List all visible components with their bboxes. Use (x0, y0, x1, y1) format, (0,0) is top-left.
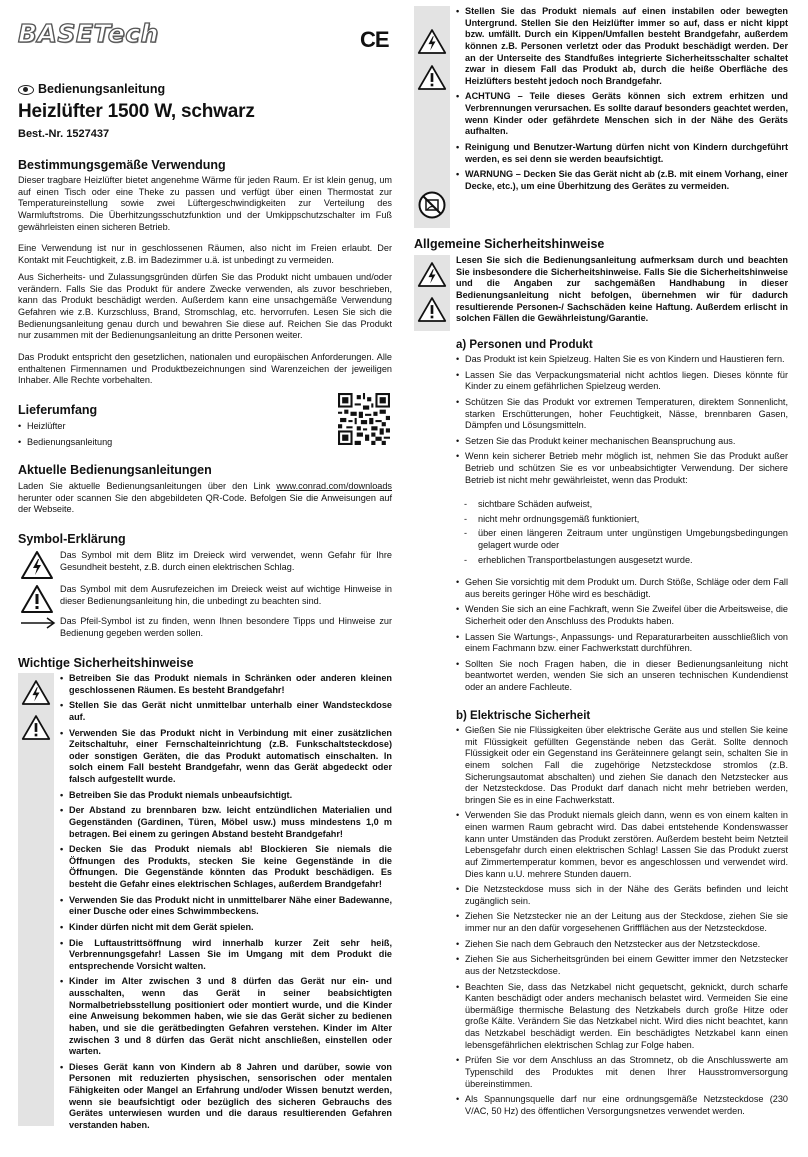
list-item: • Prüfen Sie vor dem Anschluss an das Stromnetz, ob die Anschlusswerte am Typenschild des Produktes mit denen Ihrer Hausstromversorgung übereinstimmen. (456, 1055, 788, 1090)
list-item: • WARNUNG – Decken Sie das Gerät nicht ab (z.B. mit einem Vorhang, einer Decke, etc.), um eine Überhitzung des Gerätes zu vermeiden. (456, 169, 788, 192)
page-title: Heizlüfter 1500 W, schwarz (18, 101, 255, 122)
list-item: • Setzen Sie das Produkt keiner mechanischen Beanspruchung aus. (456, 436, 788, 448)
lightning-warning-icon (21, 679, 51, 706)
intended-use-p1: Dieser tragbare Heizlüfter bietet angenehme Wärme für jeden Raum. Er ist klein genug, um auf einen Tisch oder eine Theke zu passen und verfügt über einen Thermostat zur Temperatureinstellung sowie zwei Lüftergeschwindigkeiten zur Verteilung des Warmluftstroms. Die Überhitzungsschutzfunktion und der Umkippschutzschalter im Fuß gewährleisten einen sicheren Betrieb. (18, 175, 392, 232)
list-item: • Schützen Sie das Produkt vor extremen Temperaturen, direktem Sonnenlicht, starken Erschütterungen, hoher Feuchtigkeit, Nässe, brennbaren Gasen, Dämpfen und Lösungsmitteln. (456, 397, 788, 432)
list-item: • Die Luftaustrittsöffnung wird innerhalb kurzer Zeit sehr heiß, Verbrennungsgefahr! Lassen Sie im Umgang mit dem Produkt die entsprechende Vorsicht walten. (60, 938, 392, 973)
downloads-link[interactable]: www.conrad.com/downloads (276, 481, 392, 491)
general-safety-intro: Lesen Sie sich die Bedienungsanleitung aufmerksam durch und beachten Sie insbesondere die Sicherheitshinweise. Falls Sie die Sicherheitshinweise und die Angaben zur sachgemäßen Handhabung in dieser Bedienungsanleitung nicht befolgen, übernehmen wir für dadurch resultierende Personen-/ Sachschäden keine Haftung. Außerdem erlischt in solchen Fällen die Gewährleistung/Garantie. (456, 255, 788, 324)
scope-list (18, 421, 318, 452)
ce-mark: CE (360, 27, 389, 52)
list-item: • Sollten Sie noch Fragen haben, die in dieser Bedienungsanleitung nicht beantwortet werden, wenden Sie sich an unseren technischen Kundendienst oder an andere Fachleute. (456, 659, 788, 694)
list-item: • Das Produkt ist kein Spielzeug. Halten Sie es von Kindern und Haustieren fern. (456, 354, 788, 366)
electrical-safety-list (456, 725, 788, 1121)
heading-electrical-safety: b) Elektrische Sicherheit (456, 710, 591, 722)
list-item: • Wenn kein sicherer Betrieb mehr möglich ist, nehmen Sie das Produkt außer Betrieb und schützen Sie es vor unbeabsichtigter Verwendung. Der sichere Betrieb ist nicht mehr gewährleistet, wenn das Produkt: (456, 451, 788, 486)
important-safety-list-continued (456, 6, 788, 196)
heading-scope: Lieferumfang (18, 403, 98, 417)
list-item: • Der Abstand zu brennbaren bzw. leicht entzündlichen Materialien und Gegenständen (Gardinen, Türen, Möbel usw.) muss mindestens 1,0 m betragen. Bei einem zu geringen Abstand besteht Brandgefahr! (60, 805, 392, 840)
exclamation-warning-icon (417, 64, 447, 91)
doc-type-text: Bedienungsanleitung (38, 82, 166, 96)
list-item: • Als Spannungsquelle darf nur eine ordnungsgemäße Netzsteckdose (230 V/AC, 50 Hz) des öffentlichen Versorgungsnetzes verwendet werden. (456, 1094, 788, 1117)
list-item: • Ziehen Sie aus Sicherheitsgründen bei einem Gewitter immer den Netzstecker aus der Netzsteckdose. (456, 954, 788, 977)
symbol-text-exclamation: Das Symbol mit dem Ausrufezeichen im Dreieck weist auf wichtige Hinweise in dieser Bedienungsanleitung hin, die unbedingt zu beachten sind. (60, 584, 392, 606)
list-item: - über einen längeren Zeitraum unter ungünstigen Umgebungsbedingungen gelagert wurde oder (464, 528, 788, 551)
current-manuals-text-after: herunter oder scannen Sie den abgebildeten QR-Code. Befolgen Sie die Anweisungen auf der Webseite. (18, 492, 392, 515)
list-item: • Verwenden Sie das Produkt niemals gleich dann, wenn es von einem kalten in einen warmen Raum gebracht wird. Das dabei entstehende Kondenswasser kann unter Umständen das Produkt zerstören. Außerdem besteht beim Netzteil Lebensgefahr durch einen elektrischen Schlag! Lassen Sie das Produkt zuerst auf Zimmertemperatur kommen, bevor es angeschlossen und verwendet wird. Dies kann u.U. mehrere Stunden dauern. (456, 810, 788, 880)
list-item: • Die Netzsteckdose muss sich in der Nähe des Geräts befinden und leicht zugänglich sein. (456, 884, 788, 907)
current-manuals-text (18, 481, 392, 516)
list-item: • Verwenden Sie das Produkt nicht in Verbindung mit einer zusätzlichen Zeitschaltuhr, einer Fernschalteinrichtung (z.B. Funkschaltsteckdose) oder sonstigen Geräten, die das Produkt automatisch einschalten. In solch einem Fall besteht Brandgefahr, wenn das Gerät abgedeckt oder falsch aufgestellt wurde. (60, 728, 392, 786)
brand-logo: BASETech (18, 19, 159, 48)
list-item: • Betreiben Sie das Produkt niemals in Schränken oder anderen kleinen geschlossenen Räumen. Es besteht Brandgefahr! (60, 673, 392, 696)
list-item: - erheblichen Transportbelastungen ausgesetzt wurde. (464, 555, 788, 567)
do-not-cover-icon (418, 191, 446, 219)
list-item: • Gießen Sie nie Flüssigkeiten über elektrische Geräte aus und stellen Sie keine mit Flüssigkeit gefüllten Gegenstände neben das Gerät. Sollte dennoch Flüssigkeit oder ein Gegenstand ins Geräteinnere gelangt sein, schalten Sie in einem solchen Fall die zugehörige Netzsteckdose stromlos (z.B. Sicherungsautomat abschalten) und ziehen Sie danach den Netzstecker aus der Netzsteckdose. Das Produkt darf danach nicht mehr betrieben werden, bringen Sie es in eine Fachwerkstatt. (456, 725, 788, 806)
list-item: - nicht mehr ordnungsgemäß funktioniert, (464, 514, 788, 526)
arrow-tip-icon (20, 616, 56, 630)
list-item: • Stellen Sie das Gerät nicht unmittelbar unterhalb einer Wandsteckdose auf. (60, 700, 392, 723)
list-item: • Reinigung und Benutzer-Wartung dürfen nicht von Kindern durchgeführt werden, es sei denn sie werden beaufsichtigt. (456, 142, 788, 165)
list-item: • Heizlüfter (18, 421, 318, 433)
lightning-warning-icon (20, 550, 54, 580)
intended-use-p4: Das Produkt entspricht den gesetzlichen, nationalen und europäischen Anforderungen. Alle enthaltenen Firmennamen und Produktbezeichnungen sind Warenzeichen der jeweiligen Inhaber. Alle Rechte vorbehalten. (18, 352, 392, 386)
symbol-text-lightning: Das Symbol mit dem Blitz im Dreieck wird verwendet, wenn Gefahr für Ihre Gesundheit besteht, z.B. durch einen elektrischen Schlag. (60, 550, 392, 572)
intended-use-p3: Aus Sicherheits- und Zulassungsgründen dürfen Sie das Produkt nicht umbauen und/oder verändern. Falls Sie das Produkt für andere Zwecke verwenden, als zuvor beschrieben, kann das Produkt beschädigt werden. Außerdem kann eine unsachgemäße Verwendung Gefahren wie z.B. Kurzschluss, Brand, Stromschlag, etc. hervorrufen. Lesen Sie sich die Bedienungsanleitung genau durch und bewahren Sie diese auf. Reichen Sie das Produkt nur zusammen mit der Bedienungsanleitung an dritte Personen weiter. (18, 272, 392, 341)
list-item: • Bedienungsanleitung (18, 437, 318, 449)
unsafe-conditions-list (464, 499, 788, 569)
exclamation-warning-icon (20, 584, 54, 614)
list-item: • Beachten Sie, dass das Netzkabel nicht gequetscht, geknickt, durch scharfe Kanten beschädigt oder anders mechanisch belastet wird. Vermeiden Sie eine übermäßige thermische Belastung des Netzkabels durch große Hitze oder große Kälte. Verändern Sie das Netzkabel nicht. Wird dies nicht beachtet, kann das Netzkabel beschädigt werden. Ein beschädigtes Netzkabel kann einen lebensgefährlichen elektrischen Schlag zur Folge haben. (456, 982, 788, 1052)
exclamation-warning-icon (417, 296, 447, 323)
important-safety-list (60, 673, 392, 1136)
list-item: - sichtbare Schäden aufweist, (464, 499, 788, 511)
heading-current-manuals: Aktuelle Bedienungsanleitungen (18, 463, 212, 477)
heading-persons-product: a) Personen und Produkt (456, 339, 593, 351)
persons-product-list-2 (456, 577, 788, 698)
heading-important-safety: Wichtige Sicherheitshinweise (18, 656, 194, 670)
order-number: Best.-Nr. 1527437 (18, 128, 110, 140)
list-item: • Dieses Gerät kann von Kindern ab 8 Jahren und darüber, sowie von Personen mit reduzierten physischen, sensorischen oder mentalen Fähigkeiten oder Mangel an Erfahrung und/oder Wissen benutzt werden, wenn sie beaufsichtigt oder bezüglich des sicheren Gebrauchs des Gerätes unterwiesen wurden und die daraus resultierenden Gefahren verstanden haben. (60, 1062, 392, 1132)
lightning-warning-icon (417, 261, 447, 288)
eye-icon (18, 85, 34, 95)
list-item: • Lassen Sie Wartungs-, Anpassungs- und Reparaturarbeiten ausschließlich von einem Fachmann bzw. einer Fachwerkstatt durchführen. (456, 632, 788, 655)
list-item: • ACHTUNG – Teile dieses Geräts können sich extrem erhitzen und Verbrennungen verursachen. Es sollte darauf besonders geachtet werden, wenn Kinder oder gefährdete Menschen sich in der Nähe des Geräts aufhalten. (456, 91, 788, 138)
persons-product-list (456, 354, 788, 490)
intended-use-p2: Eine Verwendung ist nur in geschlossenen Räumen, also nicht im Freien erlaubt. Der Kontakt mit Feuchtigkeit, z.B. im Badezimmer u.ä. ist unbedingt zu vermeiden. (18, 243, 392, 265)
list-item: • Kinder dürfen nicht mit dem Gerät spielen. (60, 922, 392, 934)
list-item: • Kinder im Alter zwischen 3 und 8 dürfen das Gerät nur ein- und ausschalten, wenn das Gerät in seiner beabsichtigten Normalbetriebsstellung positioniert oder montiert wurde, und die Kinder eine Anweisung bekommen haben, wie sie das Gerät sicher zu bedienen haben, und sie die gerätbedingten Gefahren verstehen. Kinder im Alter zwischen 3 und 8 dürfen das Gerät nicht anschließen, einstellen oder warten. (60, 976, 392, 1057)
list-item: • Wenden Sie sich an eine Fachkraft, wenn Sie Zweifel über die Arbeitsweise, die Sicherheit oder den Anschluss des Produkts haben. (456, 604, 788, 627)
heading-intended-use: Bestimmungsgemäße Verwendung (18, 158, 226, 172)
current-manuals-text-before: Laden Sie aktuelle Bedienungsanleitungen über den Link (18, 481, 277, 491)
heading-symbols: Symbol-Erklärung (18, 532, 126, 546)
symbol-text-arrow: Das Pfeil-Symbol ist zu finden, wenn Ihnen besondere Tipps und Hinweise zur Bedienung gegeben werden sollen. (60, 616, 392, 638)
exclamation-warning-icon (21, 714, 51, 741)
lightning-warning-icon (417, 28, 447, 55)
list-item: • Decken Sie das Produkt niemals ab! Blockieren Sie niemals die Öffnungen des Produkts, stecken Sie keine Gegenstände in die Öffnungen. Die Gegenstände könnten das Produkt beschädigen. Es besteht die Gefahr eines elektrischen Schlages, außerdem Brandgefahr! (60, 844, 392, 891)
doc-type-label (18, 82, 165, 98)
list-item: • Lassen Sie das Verpackungsmaterial nicht achtlos liegen. Dieses könnte für Kinder zu einem gefährlichen Spielzeug werden. (456, 370, 788, 393)
heading-general-safety: Allgemeine Sicherheitshinweise (414, 237, 605, 251)
list-item: • Stellen Sie das Produkt niemals auf einen instabilen oder bewegten Untergrund. Stellen Sie den Heizlüfter immer so auf, dass er nicht kippt bzw. umfällt. Durch ein Kippen/Umfallen besteht Brandgefahr, außerdem können z.B. Personen verletzt oder das Produkt beschädigt werden. Der an der Unterseite des Standfußes integrierte Sicherheitsschalter schaltet zwar in diesem Fall das Produkt ab, durch die heiße Oberfläche des Heizlüfters besteht jedoch noch Brandgefahr. (456, 6, 788, 87)
list-item: • Verwenden Sie das Produkt nicht in unmittelbarer Nähe einer Badewanne, einer Dusche oder eines Schwimmbeckens. (60, 895, 392, 918)
list-item: • Ziehen Sie nach dem Gebrauch den Netzstecker aus der Netzsteckdose. (456, 939, 788, 951)
list-item: • Betreiben Sie das Produkt niemals unbeaufsichtigt. (60, 790, 392, 802)
qr-code-icon (338, 393, 390, 445)
list-item: • Gehen Sie vorsichtig mit dem Produkt um. Durch Stöße, Schläge oder dem Fall aus bereits geringer Höhe wird es beschädigt. (456, 577, 788, 600)
list-item: • Ziehen Sie Netzstecker nie an der Leitung aus der Steckdose, ziehen Sie sie immer nur an den dafür vorgesehenen Griffflächen aus der Netzsteckdose. (456, 911, 788, 934)
